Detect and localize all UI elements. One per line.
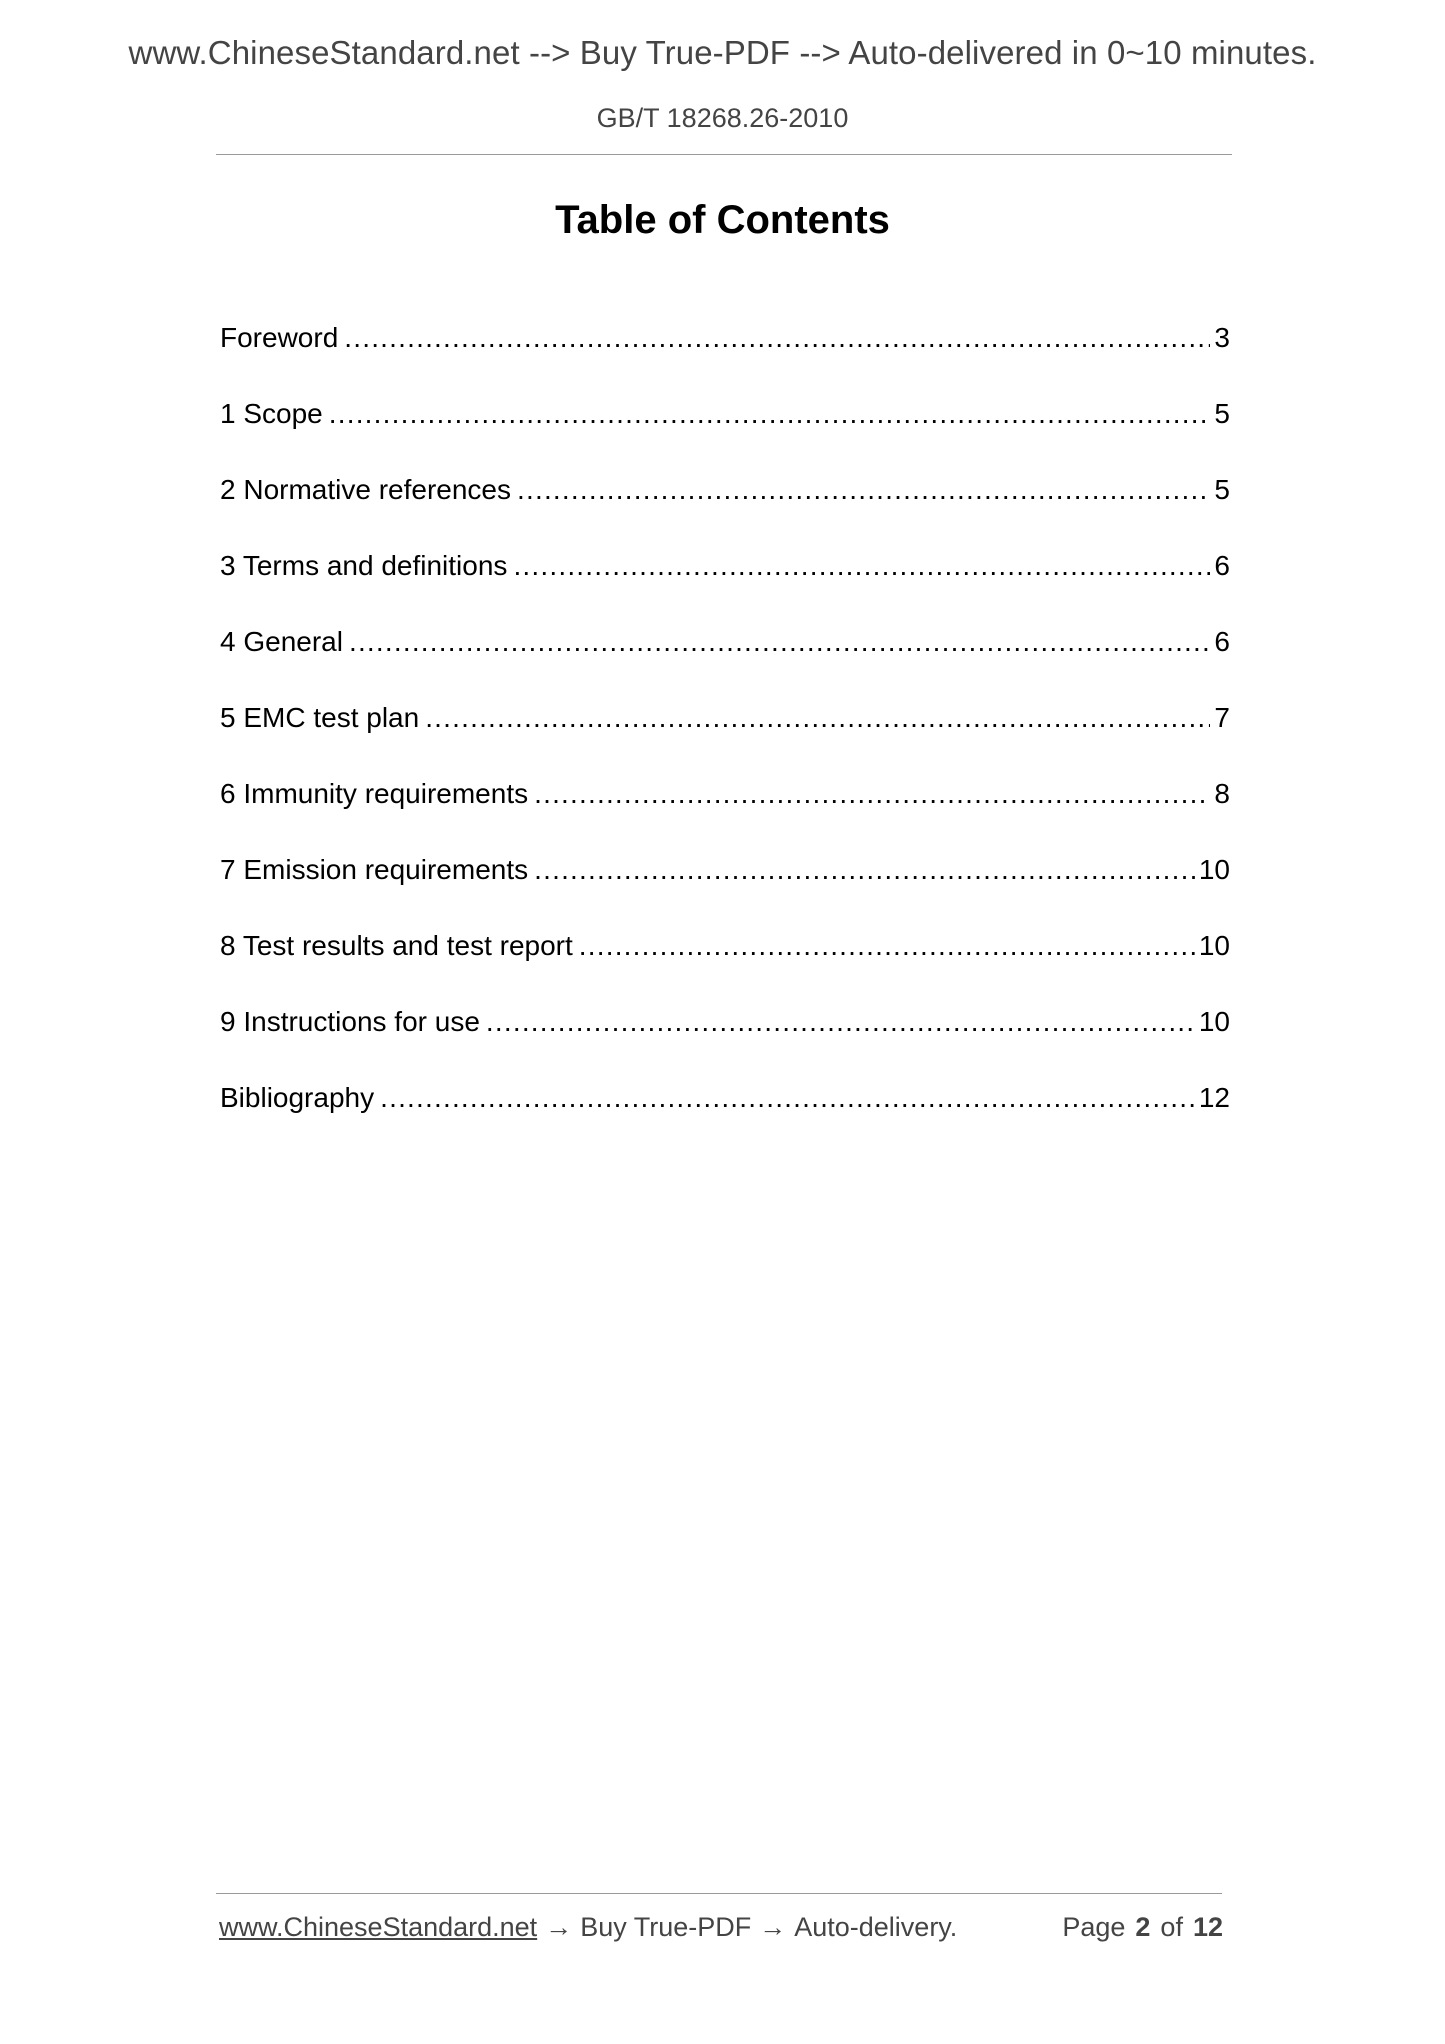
footer-delivery-text: Auto-delivery. xyxy=(794,1912,958,1942)
toc-leader-dots xyxy=(344,318,1210,358)
toc-entry-normative-references[interactable] xyxy=(220,470,1230,546)
toc-entry-label: Foreword xyxy=(220,322,339,353)
toc-leader-dots xyxy=(513,546,1210,586)
toc-entry-label: Bibliography xyxy=(220,1082,375,1113)
page-footer xyxy=(219,1912,1223,1943)
toc-leader-dots xyxy=(380,1078,1195,1118)
toc-entry-label: 4 General xyxy=(220,626,343,657)
toc-entry-label: 6 Immunity requirements xyxy=(220,778,529,809)
toc-entry-general[interactable] xyxy=(220,622,1230,698)
toc-entry-label: 5 EMC test plan xyxy=(220,702,420,733)
toc-entry-test-results-and-report[interactable] xyxy=(220,926,1230,1002)
toc-entry-page: 6 xyxy=(1214,626,1230,657)
toc-list xyxy=(220,318,1230,1154)
toc-entry-page: 8 xyxy=(1214,778,1230,809)
toc-entry-page: 10 xyxy=(1198,1006,1230,1037)
toc-entry-instructions-for-use[interactable] xyxy=(220,1002,1230,1078)
toc-entry-foreword[interactable] xyxy=(220,318,1230,394)
right-arrow-icon: → xyxy=(545,1912,573,1942)
toc-entry-label: 7 Emission requirements xyxy=(220,854,529,885)
toc-entry-label: 3 Terms and definitions xyxy=(220,550,508,581)
toc-entry-emc-test-plan[interactable] xyxy=(220,698,1230,774)
total-page-count: 12 xyxy=(1192,1912,1223,1942)
toc-entry-page: 12 xyxy=(1198,1082,1230,1113)
current-page-number: 2 xyxy=(1135,1912,1151,1942)
toc-entry-page: 10 xyxy=(1198,930,1230,961)
toc-entry-label: 2 Normative references xyxy=(220,474,512,505)
right-arrow-icon: → xyxy=(759,1912,787,1942)
toc-leader-dots xyxy=(534,774,1210,814)
document-code: GB/T 18268.26-2010 xyxy=(596,103,849,133)
toc-entry-page: 7 xyxy=(1214,702,1230,733)
toc-entry-label: 9 Instructions for use xyxy=(220,1006,480,1037)
header-divider xyxy=(216,154,1232,155)
toc-entry-scope[interactable] xyxy=(220,394,1230,470)
footer-site-link[interactable]: www.ChineseStandard.net xyxy=(219,1912,538,1942)
toc-leader-dots xyxy=(425,698,1210,738)
site-banner: www.ChineseStandard.net --> Buy True-PDF --> Auto-delivered in 0~10 minutes. xyxy=(128,34,1317,71)
toc-leader-dots xyxy=(517,470,1210,510)
toc-entry-page: 6 xyxy=(1214,550,1230,581)
toc-leader-dots xyxy=(486,1002,1195,1042)
toc-entry-page: 5 xyxy=(1214,474,1230,505)
toc-entry-label: 1 Scope xyxy=(220,398,323,429)
page-title: Table of Contents xyxy=(555,198,890,242)
page-word: Page xyxy=(1062,1912,1126,1942)
toc-entry-terms-and-definitions[interactable] xyxy=(220,546,1230,622)
toc-entry-page: 10 xyxy=(1198,854,1230,885)
toc-leader-dots xyxy=(534,850,1195,890)
toc-entry-immunity-requirements[interactable] xyxy=(220,774,1230,850)
toc-entry-emission-requirements[interactable] xyxy=(220,850,1230,926)
toc-leader-dots xyxy=(579,926,1195,966)
toc-entry-label: 8 Test results and test report xyxy=(220,930,573,961)
footer-divider xyxy=(216,1893,1222,1894)
toc-entry-page: 3 xyxy=(1214,322,1230,353)
toc-leader-dots xyxy=(329,394,1211,434)
toc-entry-page: 5 xyxy=(1214,398,1230,429)
toc-entry-bibliography[interactable] xyxy=(220,1078,1230,1154)
footer-buy-text: Buy True-PDF xyxy=(580,1912,752,1942)
of-word: of xyxy=(1160,1912,1183,1942)
toc-leader-dots xyxy=(349,622,1210,662)
page-number xyxy=(1062,1912,1223,1943)
